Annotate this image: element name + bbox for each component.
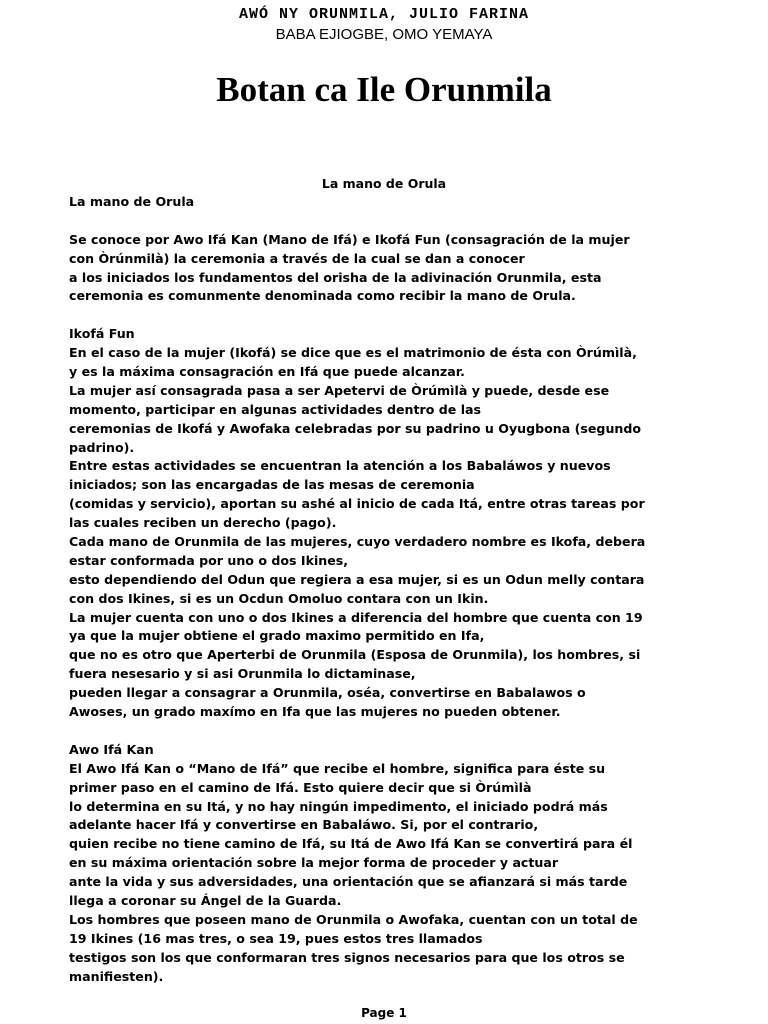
text-line: llega a coronar su Ángel de la Guarda. — [69, 892, 342, 908]
text-line: esto dependiendo del Odun que regiera a esa mujer, si es un Odun melly contara — [69, 571, 645, 587]
text-line: Awo Ifá Kan — [69, 741, 154, 757]
text-line: lo determina en su Itá, y no hay ningún impedimento, el iniciado podrá más — [69, 798, 608, 814]
text-line: (comidas y servicio), aportan su ashé al inicio de cada Itá, entre otras tareas por — [69, 496, 645, 512]
body-text — [69, 193, 709, 986]
text-line: En el caso de la mujer (Ikofá) se dice que es el matrimonio de ésta con Òrúmìlà, — [69, 345, 637, 361]
text-line: iniciados; son las encargadas de las mesas de ceremonia — [69, 477, 475, 493]
text-line: y es la máxima consagración en Ifá que puede alcanzar. — [69, 364, 465, 380]
text-line: Ikofá Fun — [69, 326, 135, 342]
paragraph — [69, 231, 709, 307]
text-line: quien recibe no tiene camino de Ifá, su Itá de Awo Ifá Kan se convertirá para él — [69, 836, 633, 852]
paragraph — [69, 741, 709, 987]
text-line: con dos Ikines, si es un Ocdun Omoluo contara con un Ikin. — [69, 590, 489, 606]
paragraph-gap — [69, 306, 709, 325]
text-line: fuera nesesario y si asi Orunmila lo dictaminase, — [69, 666, 416, 682]
text-line: testigos son los que conformaran tres signos necesarios para que los otros se — [69, 949, 625, 965]
text-line: en su máxima orientación sobre la mejor forma de proceder y actuar — [69, 855, 559, 871]
text-line: La mujer cuenta con uno o dos Ikines a diferencia del hombre que cuenta con 19 — [69, 609, 643, 625]
paragraph-gap — [69, 212, 709, 231]
text-line: las cuales reciben un derecho (pago). — [69, 515, 337, 531]
page-title: Botan ca Ile Orunmila — [216, 70, 552, 109]
paragraph — [69, 193, 709, 212]
paragraph-gap — [69, 722, 709, 741]
text-line: estar conformada por uno o dos Ikines, — [69, 552, 349, 568]
text-line: momento, participar en algunas actividades dentro de las — [69, 401, 482, 417]
text-line: padrino). — [69, 439, 135, 455]
text-line: con Òrúnmilà) la ceremonia a través de la cual se dan a conocer — [69, 250, 525, 266]
text-line: a los iniciados los fundamentos del orisha de la adivinación Orunmila, esta — [69, 269, 602, 285]
text-line: adelante hacer Ifá y convertirse en Babaláwo. Si, por el contrario, — [69, 817, 539, 833]
text-line: Entre estas actividades se encuentran la atención a los Babaláwos y nuevos — [69, 458, 611, 474]
text-line: pueden llegar a consagrar a Orunmila, oséa, convertirse en Babalawos o — [69, 685, 586, 701]
text-line: El Awo Ifá Kan o “Mano de Ifá” que recibe el hombre, significa para éste su — [69, 760, 606, 776]
text-line: ante la vida y sus adversidades, una orientación que se afianzará si más tarde — [69, 874, 628, 890]
author-line: AWÓ NY ORUNMILA, JULIO FARINA — [238, 6, 530, 23]
text-line: ceremonias de Ikofá y Awofaka celebradas por su padrino u Oyugbona (segundo — [69, 420, 642, 436]
text-line: Se conoce por Awo Ifá Kan (Mano de Ifá) e Ikofá Fun (consagración de la mujer — [69, 231, 630, 247]
page-number: Page 1 — [361, 1006, 407, 1020]
text-line: Awoses, un grado maxímo en Ifa que las mujeres no pueden obtener. — [69, 704, 561, 720]
text-line: Los hombres que poseen mano de Orunmila o Awofaka, cuentan con un total de — [69, 911, 638, 927]
paragraph — [69, 325, 709, 722]
text-line: que no es otro que Aperterbi de Orunmila (Esposa de Orunmila), los hombres, si — [69, 647, 641, 663]
text-line: La mujer así consagrada pasa a ser Apetervi de Òrúmìlà y puede, desde ese — [69, 382, 610, 398]
text-line: manifiesten). — [69, 968, 164, 984]
text-line: La mano de Orula — [69, 194, 195, 209]
text-line: ya que la mujer obtiene el grado maximo permitido en Ifa, — [69, 628, 485, 644]
text-line: ceremonia es comunmente denominada como recibir la mano de Orula. — [69, 288, 576, 304]
subauthor-line: BABA EJIOGBE, OMO YEMAYA — [275, 26, 493, 43]
text-line: primer paso en el camino de Ifá. Esto quiere decir que si Òrúmìlà — [69, 779, 532, 795]
text-line: Cada mano de Orunmila de las mujeres, cuyo verdadero nombre es Ikofa, debera — [69, 534, 646, 550]
text-line: 19 Ikines (16 mas tres, o sea 19, pues estos tres llamados — [69, 930, 483, 946]
section-title: La mano de Orula — [321, 176, 447, 191]
